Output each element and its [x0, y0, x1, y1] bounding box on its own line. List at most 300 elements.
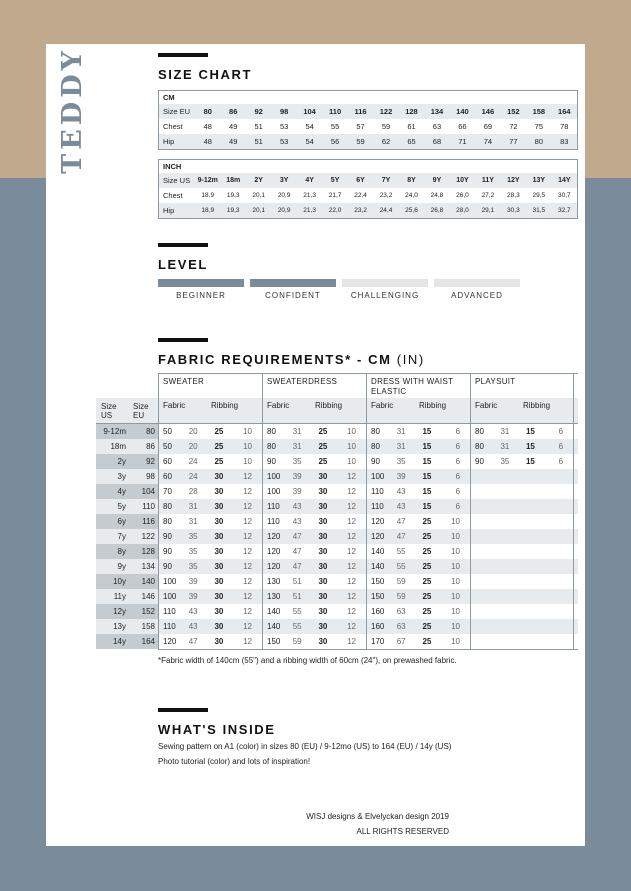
fabric-value-cell: 28	[188, 487, 198, 496]
fabric-value-cell: 30	[214, 517, 224, 526]
fabric-value-cell: 12	[243, 502, 253, 511]
fabric-value-cell: 140	[267, 607, 281, 616]
fabric-value-cell: 35	[188, 562, 198, 571]
fabric-value-cell: 31	[500, 442, 510, 451]
size-us-cell: 2y	[117, 457, 126, 466]
fabric-value-cell: 90	[267, 457, 276, 466]
fabric-value-cell: 150	[371, 577, 385, 586]
size-header-cell: 146	[481, 107, 495, 116]
size-unit-label: CM	[163, 93, 175, 102]
fabric-value-cell: 110	[267, 502, 280, 511]
measurement-cell: 18,9	[201, 192, 215, 199]
fabric-value-cell: 43	[292, 517, 302, 526]
fabric-value-cell: 120	[371, 532, 385, 541]
subheader-label: Ribbing	[315, 401, 343, 410]
fabric-value-cell: 39	[292, 472, 302, 481]
garment-data-cells	[470, 499, 574, 514]
fabric-group-header-row	[158, 373, 578, 398]
fabric-data-row	[96, 454, 578, 469]
fabric-value-cell: 12	[243, 472, 253, 481]
garment-group-header: DRESS WITH WAIST ELASTIC	[366, 374, 470, 398]
fabric-value-cell: 30	[318, 592, 328, 601]
fabric-value-cell: 10	[243, 442, 253, 451]
garment-data-cells	[158, 454, 262, 469]
size-us-cell: 10y	[113, 577, 126, 586]
fabric-value-cell: 25	[214, 427, 224, 436]
size-header-cell: 128	[405, 107, 418, 116]
fabric-value-cell: 12	[347, 487, 357, 496]
garment-data-cells	[470, 604, 574, 619]
garment-data-cells	[470, 574, 574, 589]
fabric-value-cell	[522, 469, 547, 484]
fabric-value-cell: 15	[422, 472, 432, 481]
size-us-cell: 9y	[117, 562, 126, 571]
garment-data-cells	[262, 604, 366, 619]
level-label: CHALLENGING	[350, 291, 420, 300]
fabric-value-cell: 25	[422, 637, 432, 646]
garment-data-cells	[470, 529, 574, 544]
garment-data-cells	[158, 559, 262, 574]
garment-data-cells	[262, 499, 366, 514]
measurement-cell: 51	[254, 122, 263, 131]
fabric-value-cell: 10	[451, 532, 461, 541]
size-header-cell: 4Y	[305, 177, 314, 184]
fabric-value-cell: 10	[347, 427, 357, 436]
fabric-value-cell: 63	[396, 607, 406, 616]
fabric-value-cell: 6	[455, 472, 461, 481]
garment-data-cells	[470, 484, 574, 499]
level-item	[342, 279, 428, 300]
fabric-value-cell: 10	[451, 607, 461, 616]
fabric-value-cell	[496, 619, 521, 634]
size-header-cell: 122	[379, 107, 393, 116]
size-header-cell: 164	[558, 107, 571, 116]
garment-group-header: SWEATERDRESS	[262, 374, 366, 398]
measurement-cell: 72	[509, 122, 518, 131]
fabric-value-cell: 10	[451, 622, 461, 631]
size-header-cell: 116	[354, 107, 367, 116]
fabric-value-cell: 15	[525, 427, 535, 436]
garment-data-cells	[158, 439, 262, 454]
subheader-label: Ribbing	[523, 401, 551, 410]
size-header-cell: 5Y	[330, 177, 340, 184]
fabric-value-cell: 30	[318, 502, 328, 511]
garment-subheader	[262, 398, 366, 423]
garment-data-cells	[158, 529, 262, 544]
level-item	[158, 279, 244, 300]
fabric-value-cell	[496, 544, 521, 559]
section-bar	[158, 708, 208, 712]
measurement-row	[159, 119, 577, 134]
level-bar	[250, 279, 336, 287]
fabric-value-cell: 30	[214, 502, 224, 511]
fabric-value-cell: 30	[214, 592, 224, 601]
fabric-value-cell: 43	[396, 487, 406, 496]
fabric-value-cell: 30	[318, 562, 328, 571]
measurement-cell: 30,7	[557, 192, 571, 199]
subheader-label: Ribbing	[211, 401, 239, 410]
fabric-data-row	[96, 424, 578, 439]
fabric-value-cell: 15	[525, 442, 535, 451]
fabric-value-cell: 30	[214, 622, 224, 631]
fabric-value-cell: 12	[347, 562, 357, 571]
size-eu-header: Size EU	[133, 402, 149, 420]
fabric-value-cell: 10	[243, 427, 253, 436]
fabric-value-cell: 51	[292, 592, 302, 601]
fabric-value-cell: 12	[243, 637, 253, 646]
size-eu-cell: 140	[141, 577, 155, 586]
fabric-value-cell: 80	[371, 442, 380, 451]
level-heading: LEVEL	[158, 257, 208, 272]
measurement-cell: 27,2	[481, 192, 495, 199]
size-eu-cell: 152	[141, 607, 155, 616]
garment-data-cells	[470, 559, 574, 574]
garment-data-cells	[158, 424, 262, 439]
fabric-value-cell: 90	[371, 457, 380, 466]
fabric-value-cell: 24	[188, 472, 198, 481]
fabric-value-cell: 12	[243, 562, 253, 571]
fabric-value-cell	[547, 604, 573, 619]
fabric-data-row	[96, 619, 578, 634]
measurement-cell: 69	[483, 122, 493, 131]
fabric-value-cell	[471, 484, 496, 499]
garment-data-cells	[262, 589, 366, 604]
fabric-value-cell: 30	[214, 487, 224, 496]
fabric-value-cell: 80	[163, 517, 172, 526]
size-header-cell: 8Y	[407, 177, 416, 184]
size-us-cell: 4y	[117, 487, 126, 496]
fabric-value-cell: 150	[267, 637, 281, 646]
measurement-cell: 24,8	[430, 192, 444, 199]
measurement-cell: 25,6	[405, 207, 418, 214]
fabric-value-cell: 6	[558, 427, 564, 436]
fabric-value-cell: 12	[243, 577, 253, 586]
measurement-row	[159, 203, 577, 218]
size-header-cells	[195, 173, 577, 188]
garment-data-cells	[158, 634, 262, 649]
fabric-value-cell: 110	[163, 607, 176, 616]
size-header-label: Size US	[163, 176, 191, 185]
fabric-value-cell: 25	[422, 577, 432, 586]
fabric-value-cell: 39	[188, 577, 198, 586]
fabric-value-cell: 30	[318, 637, 328, 646]
fabric-value-cell: 25	[214, 457, 224, 466]
table-bottom-rule	[158, 649, 578, 650]
fabric-value-cell: 30	[214, 637, 224, 646]
fabric-value-cell: 10	[451, 547, 461, 556]
fabric-value-cell: 6	[455, 457, 461, 466]
measurement-label: Chest	[163, 122, 183, 131]
garment-data-cells	[366, 574, 470, 589]
garment-data-cells	[366, 619, 470, 634]
measurement-cell: 18,9	[201, 207, 215, 214]
fabric-value-cell: 43	[292, 502, 302, 511]
fabric-value-cell: 30	[214, 532, 224, 541]
fabric-value-cell: 20	[188, 442, 198, 451]
fabric-value-cell	[496, 499, 521, 514]
garment-data-cells	[470, 619, 574, 634]
fabric-value-cell: 25	[422, 532, 432, 541]
fabric-value-cell: 70	[163, 487, 172, 496]
measurement-cell: 53	[279, 122, 289, 131]
size-chart-inch-table	[158, 159, 578, 219]
fabric-value-cell: 30	[318, 577, 328, 586]
fabric-value-cell: 140	[371, 562, 385, 571]
level-item	[250, 279, 336, 300]
measurement-cell: 24,0	[405, 192, 418, 199]
rights-line: ALL RIGHTS RESERVED	[356, 827, 449, 836]
inside-line: Photo tutorial (color) and lots of inspiration!	[158, 757, 311, 766]
fabric-value-cell: 63	[396, 622, 406, 631]
fabric-value-cell: 51	[292, 577, 302, 586]
inside-line: Sewing pattern on A1 (color) in sizes 80 (EU) / 9-12mo (US) to 164 (EU) / 14y (US)	[158, 742, 452, 751]
fabric-value-cell: 35	[188, 547, 198, 556]
fabric-value-cell	[547, 574, 573, 589]
size-us-header: Size US	[101, 402, 117, 420]
measurement-cell: 59	[381, 122, 391, 131]
fabric-value-cell: 100	[163, 592, 177, 601]
fabric-value-cell: 12	[347, 547, 357, 556]
fabric-value-cell: 120	[163, 637, 177, 646]
fabric-value-cell: 80	[267, 427, 276, 436]
fabric-value-cell: 12	[347, 637, 357, 646]
garment-data-cells	[366, 544, 470, 559]
fabric-value-cell	[522, 604, 547, 619]
fabric-value-cell	[522, 589, 547, 604]
size-eu-cell: 86	[146, 442, 155, 451]
fabric-value-cell: 15	[422, 457, 432, 466]
fabric-value-cell: 25	[214, 442, 224, 451]
measurement-cell: 61	[407, 122, 416, 131]
garment-data-cells	[366, 559, 470, 574]
fabric-value-cell: 39	[188, 592, 198, 601]
fabric-value-cell: 6	[558, 457, 564, 466]
garment-data-cells	[158, 574, 262, 589]
size-us-cell: 7y	[117, 532, 126, 541]
measurement-cell: 20,9	[277, 207, 291, 214]
fabric-value-cell: 30	[214, 562, 224, 571]
fabric-value-cell: 30	[214, 547, 224, 556]
size-chart-heading: SIZE CHART	[158, 67, 252, 82]
measurement-cell: 49	[229, 122, 238, 131]
measurement-cell: 71	[458, 137, 467, 146]
measurement-cell: 68	[432, 137, 442, 146]
size-eu-cell: 164	[141, 637, 155, 646]
measurement-cell: 78	[560, 122, 569, 131]
measurement-cells	[195, 134, 577, 149]
fabric-value-cell	[471, 499, 496, 514]
fabric-value-cell: 10	[451, 517, 461, 526]
measurement-cell: 26,8	[430, 207, 444, 214]
measurement-cell: 31,5	[532, 207, 546, 214]
fabric-value-cell: 12	[347, 502, 357, 511]
measurement-cell: 63	[432, 122, 442, 131]
size-header-cell: 9Y	[432, 177, 442, 184]
measurement-cell: 20,1	[252, 207, 265, 214]
fabric-heading-unit: (IN)	[396, 352, 425, 367]
fabric-value-cell: 47	[396, 532, 406, 541]
size-eu-cell: 128	[141, 547, 155, 556]
fabric-value-cell	[496, 514, 521, 529]
fabric-value-cell: 12	[347, 472, 357, 481]
fabric-value-cell	[522, 484, 547, 499]
fabric-value-cell: 110	[267, 517, 280, 526]
fabric-value-cell: 47	[292, 532, 302, 541]
fabric-value-cell: 12	[243, 487, 253, 496]
fabric-value-cell: 31	[188, 502, 198, 511]
fabric-value-cell: 140	[267, 622, 281, 631]
fabric-value-cell	[547, 469, 573, 484]
fabric-value-cell: 25	[422, 562, 432, 571]
level-label: ADVANCED	[451, 291, 503, 300]
fabric-data-row	[96, 469, 578, 484]
fabric-data-row	[96, 484, 578, 499]
fabric-value-cell: 80	[163, 502, 172, 511]
fabric-value-cell: 50	[163, 427, 172, 436]
fabric-value-cell: 6	[455, 502, 461, 511]
garment-data-cells	[470, 634, 574, 649]
size-us-cell: 3y	[117, 472, 126, 481]
fabric-value-cell: 39	[396, 472, 406, 481]
measurement-cell: 22,4	[354, 192, 367, 199]
size-eu-cell: 80	[146, 427, 155, 436]
fabric-value-cell	[547, 544, 573, 559]
measurement-cell: 53	[279, 137, 289, 146]
fabric-value-cell	[496, 529, 521, 544]
brand-text: TEDDY	[56, 46, 88, 174]
fabric-value-cell	[496, 469, 521, 484]
garment-data-cells	[470, 544, 574, 559]
fabric-value-cell: 12	[347, 622, 357, 631]
fabric-value-cell: 12	[243, 517, 253, 526]
fabric-value-cell	[496, 604, 521, 619]
level-bar	[158, 279, 244, 287]
fabric-value-cell: 120	[371, 517, 385, 526]
measurement-cell: 54	[305, 137, 314, 146]
fabric-value-cell: 55	[396, 562, 406, 571]
fabric-value-cell: 12	[347, 592, 357, 601]
garment-data-cells	[158, 589, 262, 604]
measurement-cell: 29,5	[532, 192, 546, 199]
fabric-value-cell	[522, 529, 547, 544]
size-eu-cell: 104	[141, 487, 155, 496]
fabric-value-cell: 120	[267, 532, 281, 541]
fabric-value-cell: 10	[451, 577, 461, 586]
size-us-cell: 6y	[117, 517, 126, 526]
garment-data-cells	[366, 469, 470, 484]
size-eu-cell: 122	[141, 532, 155, 541]
fabric-value-cell: 43	[188, 622, 198, 631]
fabric-value-cell	[471, 514, 496, 529]
fabric-value-cell: 47	[188, 637, 198, 646]
fabric-value-cell	[496, 574, 521, 589]
fabric-value-cell: 25	[422, 622, 432, 631]
fabric-value-cell: 10	[451, 637, 461, 646]
garment-group-header: PLAYSUIT	[470, 374, 574, 398]
fabric-value-cell: 47	[292, 547, 302, 556]
size-eu-cell: 116	[142, 517, 155, 526]
fabric-value-cell	[547, 484, 573, 499]
fabric-value-cell: 10	[451, 592, 461, 601]
measurement-cell: 21,7	[328, 192, 342, 199]
fabric-value-cell: 30	[318, 547, 328, 556]
garment-group-header: SWEATER	[158, 374, 262, 398]
fabric-value-cell: 31	[188, 517, 198, 526]
garment-data-cells	[262, 484, 366, 499]
fabric-value-cell: 39	[292, 487, 302, 496]
fabric-value-cell	[496, 589, 521, 604]
measurement-cell: 51	[254, 137, 263, 146]
fabric-value-cell: 12	[347, 577, 357, 586]
fabric-value-cell: 30	[318, 622, 328, 631]
measurement-cell: 20,1	[252, 192, 265, 199]
garment-data-cells	[470, 439, 574, 454]
fabric-value-cell: 50	[163, 442, 172, 451]
fabric-value-cell: 160	[371, 607, 385, 616]
fabric-value-cell: 60	[163, 457, 172, 466]
level-scale	[158, 279, 520, 300]
fabric-value-cell: 170	[371, 637, 385, 646]
fabric-value-cell: 25	[318, 457, 328, 466]
fabric-value-cell: 31	[396, 427, 406, 436]
garment-subheader	[366, 398, 470, 423]
size-unit-label: INCH	[163, 162, 182, 171]
fabric-subheader-row	[96, 398, 578, 424]
size-us-cell: 11y	[113, 592, 126, 601]
fabric-value-cell: 67	[396, 637, 406, 646]
measurement-cell: 54	[305, 122, 314, 131]
size-eu-cell: 92	[146, 457, 155, 466]
measurement-cell: 48	[203, 122, 212, 131]
measurement-cell: 26,0	[456, 192, 469, 199]
fabric-value-cell	[547, 634, 573, 649]
garment-data-cells	[262, 439, 366, 454]
measurement-cell: 24,4	[379, 207, 393, 214]
fabric-value-cell	[547, 499, 573, 514]
subheader-label: Fabric	[371, 401, 394, 410]
fabric-value-cell: 6	[455, 487, 461, 496]
measurement-cell: 32,7	[557, 207, 571, 214]
size-eu-cell: 110	[142, 502, 155, 511]
subheader-label: Fabric	[163, 401, 186, 410]
fabric-data-row	[96, 544, 578, 559]
fabric-value-cell: 90	[163, 547, 172, 556]
fabric-value-cell	[547, 619, 573, 634]
garment-data-cells	[366, 439, 470, 454]
fabric-value-cell: 80	[371, 427, 380, 436]
measurement-cell: 77	[509, 137, 518, 146]
size-header-cell: 80	[203, 107, 212, 116]
measurement-label: Hip	[163, 206, 175, 215]
measurement-row	[159, 188, 577, 203]
measurement-cells	[195, 203, 577, 218]
fabric-value-cell: 25	[318, 442, 328, 451]
size-us-cell: 8y	[117, 547, 126, 556]
garment-data-cells	[158, 499, 262, 514]
fabric-value-cell	[496, 634, 521, 649]
fabric-value-cell: 6	[455, 442, 461, 451]
size-header-cell: 104	[303, 107, 316, 116]
fabric-value-cell	[471, 589, 496, 604]
garment-data-cells	[158, 604, 262, 619]
fabric-value-cell	[522, 634, 547, 649]
fabric-value-cell: 12	[243, 622, 253, 631]
fabric-value-cell: 110	[371, 502, 384, 511]
measurement-label: Chest	[163, 191, 183, 200]
size-header-cell: 18m	[226, 177, 241, 184]
garment-data-cells	[366, 514, 470, 529]
size-header-cell: 86	[229, 107, 238, 116]
